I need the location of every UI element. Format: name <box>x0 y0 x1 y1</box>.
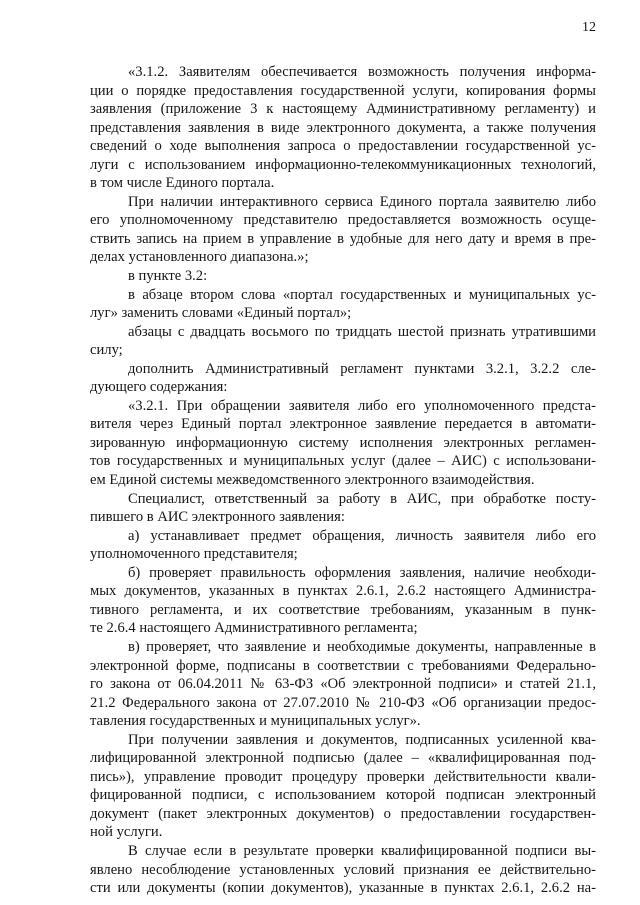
page-number: 12 <box>582 20 596 35</box>
text-line: силу; <box>90 342 123 359</box>
text-line: тивного регламента, и их соответствие требованиям, указанным в пунк- <box>90 601 596 618</box>
text-line: в пункте 3.2: <box>128 268 208 285</box>
text-line: дополнить Административный регламент пунктами 3.2.1, 3.2.2 сле- <box>128 360 596 377</box>
text-line: «3.1.2. Заявителям обеспечивается возможность получения информа- <box>128 64 596 80</box>
text-line: мых документов, указанных в пунктах 2.6.1, 2.6.2 настоящего Администра- <box>90 583 596 600</box>
text-line: явлено несоблюдение установленных условий признания ее действительно- <box>90 861 596 878</box>
text-line: его уполномоченному представителю предоставляется возможность осуще- <box>90 212 596 229</box>
text-line: луги с использованием информационно-телекоммуникационных технологий, <box>90 156 596 173</box>
text-line: тов государственных и муниципальных услуг (далее – АИС) с использовани- <box>90 453 596 470</box>
text-line: уполномоченного представителя; <box>90 546 298 563</box>
text-line: б) проверяет правильность оформления заявления, наличие необходи- <box>128 564 596 581</box>
text-line: ции о порядке предоставления государственной услуги, копирования формы <box>90 82 596 99</box>
text-line: 21.2 Федерального закона от 27.07.2010 № 210-ФЗ «Об организации предос- <box>90 694 596 711</box>
text-line: дующего содержания: <box>90 379 228 396</box>
text-line: При получении заявления и документов, подписанных усиленной ква- <box>128 731 596 748</box>
text-line: тавления государственных и муниципальных услуг». <box>90 713 421 730</box>
text-line: абзацы с двадцать восьмого по тридцать шестой признать утратившими <box>128 323 596 340</box>
text-line: «3.2.1. При обращении заявителя либо его уполномоченного предста- <box>128 397 596 414</box>
text-line: луг» заменить словами «Единый портал»; <box>90 305 352 322</box>
text-line: Специалист, ответственный за работу в АИС, при обработке посту- <box>128 490 596 507</box>
text-line: го закона от 06.04.2011 № 63-ФЗ «Об электронной подписи» и статей 21.1, <box>90 676 596 693</box>
text-line: пившего в АИС электронного заявления: <box>90 509 345 526</box>
text-line: ствить запись на прием в управление в удобные для него дату и время в пре- <box>90 230 596 247</box>
text-line: те 2.6.4 настоящего Административного регламента; <box>90 620 418 637</box>
body-text <box>90 63 596 898</box>
text-line: ем Единой системы межведомственного электронного взаимодействия. <box>90 472 535 489</box>
text-line: пись»), управление проводит процедуру проверки действительности квали- <box>90 768 596 785</box>
text-line: сти или документы (копии документов), указанные в пунктах 2.6.1, 2.6.2 на- <box>90 880 596 897</box>
text-line: В случае если в результате проверки квалифицированной подписи вы- <box>128 842 596 859</box>
text-line: ной услуги. <box>90 824 163 841</box>
text-line: делах установленного диапазона.»; <box>90 249 309 266</box>
text-line: заявления (приложение 3 к настоящему Административному регламенту) и <box>90 101 596 118</box>
text-line: зированную информационную систему исполнения электронных регламен- <box>90 434 596 451</box>
text-line: сведений о ходе выполнения запроса о предоставлении государственной ус- <box>90 138 596 155</box>
text-line: документ (пакет электронных документов) о предоставлении государствен- <box>90 805 596 822</box>
text-line: электронной форме, подписаны в соответствии с требованиями Федерально- <box>90 657 596 674</box>
text-line: в абзаце втором слова «портал государственных и муниципальных ус- <box>128 286 596 303</box>
text-line: лифицированной электронной подписью (далее – «квалифицированная под- <box>90 750 596 767</box>
text-line: представления заявления в виде электронного документа, а также получения <box>90 119 596 136</box>
text-line: При наличии интерактивного сервиса Единого портала заявителю либо <box>128 193 596 210</box>
text-line: в) проверяет, что заявление и необходимые документы, направленные в <box>128 638 596 655</box>
text-line: а) устанавливает предмет обращения, личность заявителя либо его <box>128 527 596 544</box>
text-line: фицированной подписи, с использованием которой подписан электронный <box>90 787 596 804</box>
text-line: вителя через Единый портал электронное заявление передается в автомати- <box>90 416 596 433</box>
text-line: в том числе Единого портала. <box>90 175 275 192</box>
